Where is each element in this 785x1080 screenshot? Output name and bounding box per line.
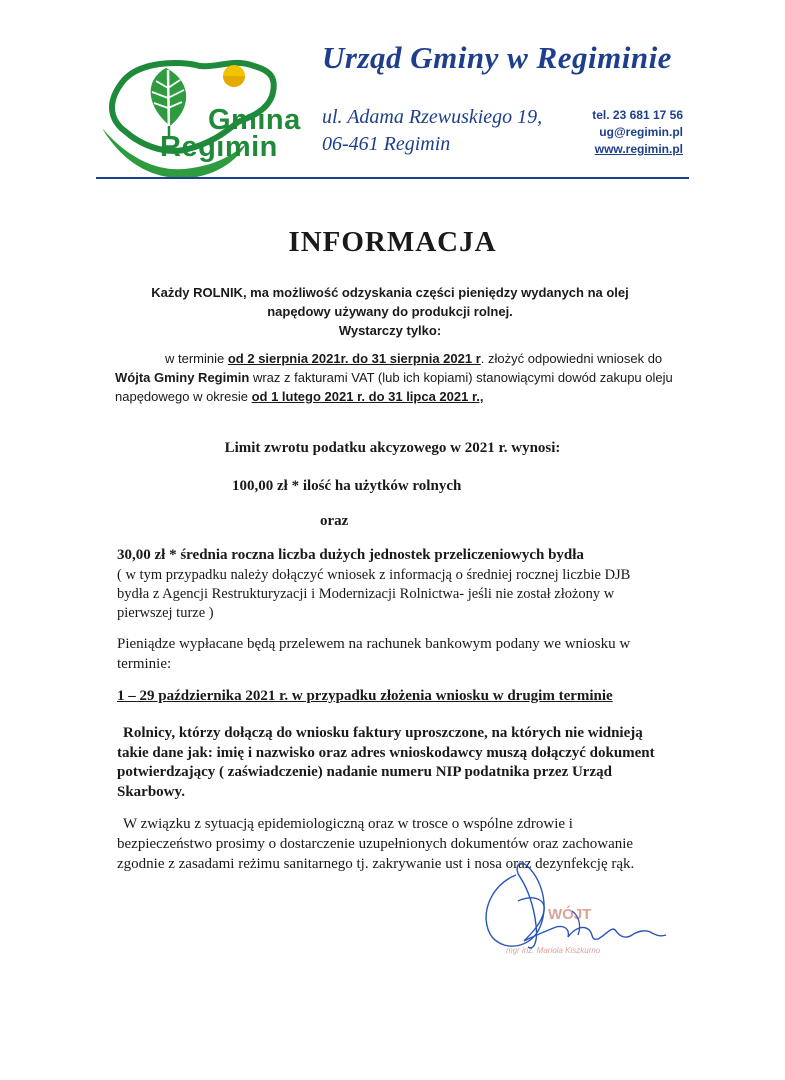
payment-info: Pieniądze wypłacane będą przelewem na rachunek bankowym podany we wniosku w terminie:	[117, 636, 631, 672]
covid-note-text: W związku z sytuacją epidemiologiczną oraz w trosce o wspólne zdrowie i bezpieczeństwo prosimy o dostarczenie uzupełnionych dokumentów oraz zachowanie zgodnie z zasadami reżimu sanitarnego tj. zakrywanie ust i nosa oraz dezynfekcję rąk.	[117, 816, 635, 872]
stamp-title: WÓJT	[548, 906, 592, 923]
cattle-note: ( w tym przypadku należy dołączyć wniosek z informacją o średniej rocznej liczbie DJB bydła z Agencji Restrukturyzacji i Modernizacji Rolnictwa- jeśli nie został złożony w pierwszej turze )	[117, 567, 631, 621]
logo-text-gmina: Gmina	[208, 104, 301, 136]
address-street: ul. Adama Rzewuskiego 19,	[322, 106, 543, 128]
office-name: Urząd Gminy w Regiminie	[322, 40, 672, 75]
intro-paragraph	[130, 283, 650, 340]
contact-block	[592, 107, 683, 158]
application-term-paragraph	[115, 349, 680, 406]
intro-line-3: Wystarczy tylko:	[338, 323, 442, 338]
document-title: INFORMACJA	[288, 226, 497, 258]
signature-stamp	[470, 855, 680, 965]
intro-line-1: Każdy ROLNIK, ma możliwość odzyskania części pieniędzy wydanych na olej	[151, 285, 629, 300]
logo-text-regimin: Regimin	[160, 131, 278, 163]
address-city: 06-461 Regimin	[322, 133, 451, 155]
farmers-note-text: Rolnicy, którzy dołączą do wniosku faktury uproszczone, na których nie widnieją takie dane jak: imię i nazwisko oraz adres wnioskodawcy muszą dołączyć dokument potwierdzający ( zaświadczenie) nadanie numeru NIP podatnika przez Urząd Skarbowy.	[117, 725, 655, 800]
farmers-note	[117, 724, 665, 802]
term-text-1: w terminie	[165, 351, 228, 366]
stamp-name: mgr inż. Mariola Kiszkurno	[506, 946, 601, 955]
purchase-period: od 1 lutego 2021 r. do 31 lipca 2021 r.,	[251, 389, 484, 404]
payment-date: 1 – 29 października 2021 r. w przypadku złożenia wniosku w drugim terminie	[117, 688, 613, 704]
intro-line-2: napędowy używany do produkcji rolnej.	[267, 304, 513, 319]
website-link: www.regimin.pl	[594, 142, 683, 156]
limit-conjunction: oraz	[320, 513, 349, 529]
phone-number: tel. 23 681 17 56	[592, 108, 683, 122]
limit-cattle: 30,00 zł * średnia roczna liczba dużych jednostek przeliczeniowych bydła	[117, 547, 584, 563]
gmina-logo	[88, 40, 301, 180]
term-text-2: . złożyć odpowiedni wniosek do	[480, 351, 663, 366]
limit-area: 100,00 zł * ilość ha użytków rolnych	[232, 478, 462, 494]
term-text-3: wraz z fakturami VAT (lub ich kopiami) stanowiącymi dowód zakupu oleju napędowego w okresie	[115, 370, 673, 404]
header-divider	[96, 177, 689, 179]
term-period: od 2 sierpnia 2021r. do 31 sierpnia 2021 r	[227, 351, 481, 366]
email-address: ug@regimin.pl	[599, 125, 683, 139]
limit-heading: Limit zwrotu podatku akcyzowego w 2021 r. wynosi:	[224, 440, 561, 456]
office-address	[322, 104, 542, 158]
signature-icon	[470, 855, 680, 965]
term-addressee: Wójta Gminy Regimin	[115, 370, 250, 385]
